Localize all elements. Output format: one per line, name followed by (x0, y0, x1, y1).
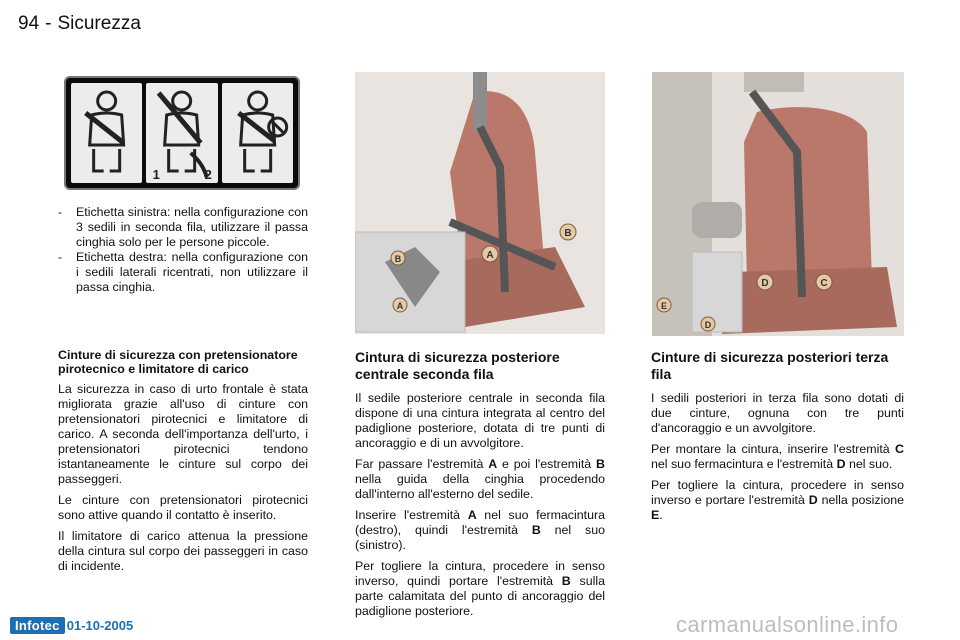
text-run: e poi l'estremità (497, 457, 597, 471)
paragraph: Il sedile posteriore centrale in seconda fila dispone di una cintura integrata al centro del padiglione posteriore, dotata di tre punti di ancoraggio e di un avvolgitore. (355, 391, 605, 450)
seated-passenger-belt-icon (71, 83, 142, 183)
text-run: Per togliere la cintura, procedere in senso inverso e portare l'estremità (651, 478, 904, 507)
callout-d-main: D (761, 278, 769, 289)
text-run: nel suo fermacintura e l'estremità (651, 457, 837, 471)
section-heading: Cintura di sicurezza posteriore centrale seconda fila (355, 349, 560, 382)
third-row-belt-illustration (652, 72, 904, 336)
second-row-seat-photo (355, 72, 605, 334)
text-run: Inserire l'estremità (355, 508, 468, 522)
paragraph: Il limitatore di carico attenua la pressione della cintura sul corpo dei passeggeri in caso di incidente. (58, 529, 308, 573)
callout-d-inset: D (704, 320, 712, 330)
paragraph: I sedili posteriori in terza fila sono dotati di due cinture, ognuna con tre punti d'ancoraggio e un avvolgitore. (651, 391, 904, 435)
callout-ref: A (467, 508, 477, 522)
text-run: sulla parte calamitata del punto di ancoraggio del padiglione posteriore. (355, 574, 605, 618)
callout-c: C (820, 278, 828, 289)
third-row-seat-photo (652, 72, 904, 336)
text-run: Per montare la cintura, inserire l'estremità (651, 442, 896, 456)
page-header (18, 13, 141, 35)
paragraph (355, 508, 605, 553)
third-row-belt-section (651, 349, 904, 529)
label-panel-left (71, 83, 142, 183)
second-row-belt-section (355, 349, 605, 625)
label-description-list (58, 205, 308, 295)
list-item: - Etichetta sinistra: nella configurazione con 3 sedili in seconda fila, utilizzare il passa cinghia solo per le persone piccole. (58, 205, 308, 250)
callout-ref: A (488, 457, 498, 471)
paragraph: Le cinture con pretensionatori pirotecnici sono attive quando il contatto è inserito. (58, 493, 308, 522)
callout-ref: D (836, 457, 846, 471)
text-run: Per togliere la cintura, procedere in senso inverso, quindi portare l'estremità (355, 559, 605, 588)
section-heading: Cinture di sicurezza posteriori terza fila (651, 349, 889, 382)
paragraph (651, 478, 904, 523)
text-run: Far passare l'estremità (355, 457, 489, 471)
belt-guide-prohibited-icon (222, 83, 293, 183)
header-separator: - (45, 13, 52, 34)
footer-date: 01-10-2005 (66, 618, 134, 633)
label-number-1: 1 (152, 167, 161, 182)
seat-belt-center-illustration (355, 72, 605, 334)
pretensioner-section (58, 348, 308, 580)
paragraph (651, 442, 904, 472)
callout-ref: B (596, 457, 605, 471)
belt-guide-step-icon (146, 83, 217, 183)
paragraph (355, 457, 605, 502)
text-run: nella posizione (817, 493, 904, 507)
callout-b-inset: B (394, 254, 402, 264)
list-item: - Etichetta destra: nella configurazione con i sedili laterali ricentrati, non utilizzare il passa cinghia. (58, 250, 308, 295)
callout-ref: B (561, 574, 571, 588)
page-title: Sicurezza (57, 13, 141, 34)
seatbelt-label-figure (64, 76, 300, 190)
text-run: nel suo (sinistro). (355, 523, 605, 552)
callout-a-inset: A (396, 301, 404, 311)
text-run: nella guida della cinghia procedendo dall'interno all'esterno del sedile. (355, 472, 605, 501)
text-run: nel suo fermacintura (destro), quindi l'estremità (355, 508, 605, 537)
footer-info (10, 617, 133, 634)
section-heading: Cinture di sicurezza con pretensionatore pirotecnico e limitatore di carico (58, 348, 298, 376)
label-number-2: 2 (204, 167, 213, 182)
page-number: 94 (18, 13, 40, 34)
callout-ref: D (808, 493, 818, 507)
callout-e: E (660, 301, 668, 311)
callout-a-main: A (486, 250, 494, 261)
label-panel-middle (146, 83, 217, 183)
callout-ref: C (895, 442, 904, 456)
infotec-logo: Infotec (10, 617, 65, 634)
callout-ref: E (651, 508, 660, 522)
watermark: carmanualsonline.info (676, 612, 899, 637)
paragraph (355, 559, 605, 619)
callout-ref: B (531, 523, 541, 537)
paragraph: La sicurezza in caso di urto frontale è stata migliorata grazie all'uso di cinture con pretensionatori pirotecnici e limitatore di carico. A seconda dell'importanza dell'urto, i pretensionatori pirotecnici tendono istantaneamente le cinture sul corpo dei passeggeri. (58, 382, 308, 486)
text-run: . (659, 508, 663, 522)
text-run: nel suo. (845, 457, 893, 471)
label-panel-right (222, 83, 293, 183)
callout-b-main: B (564, 228, 572, 239)
